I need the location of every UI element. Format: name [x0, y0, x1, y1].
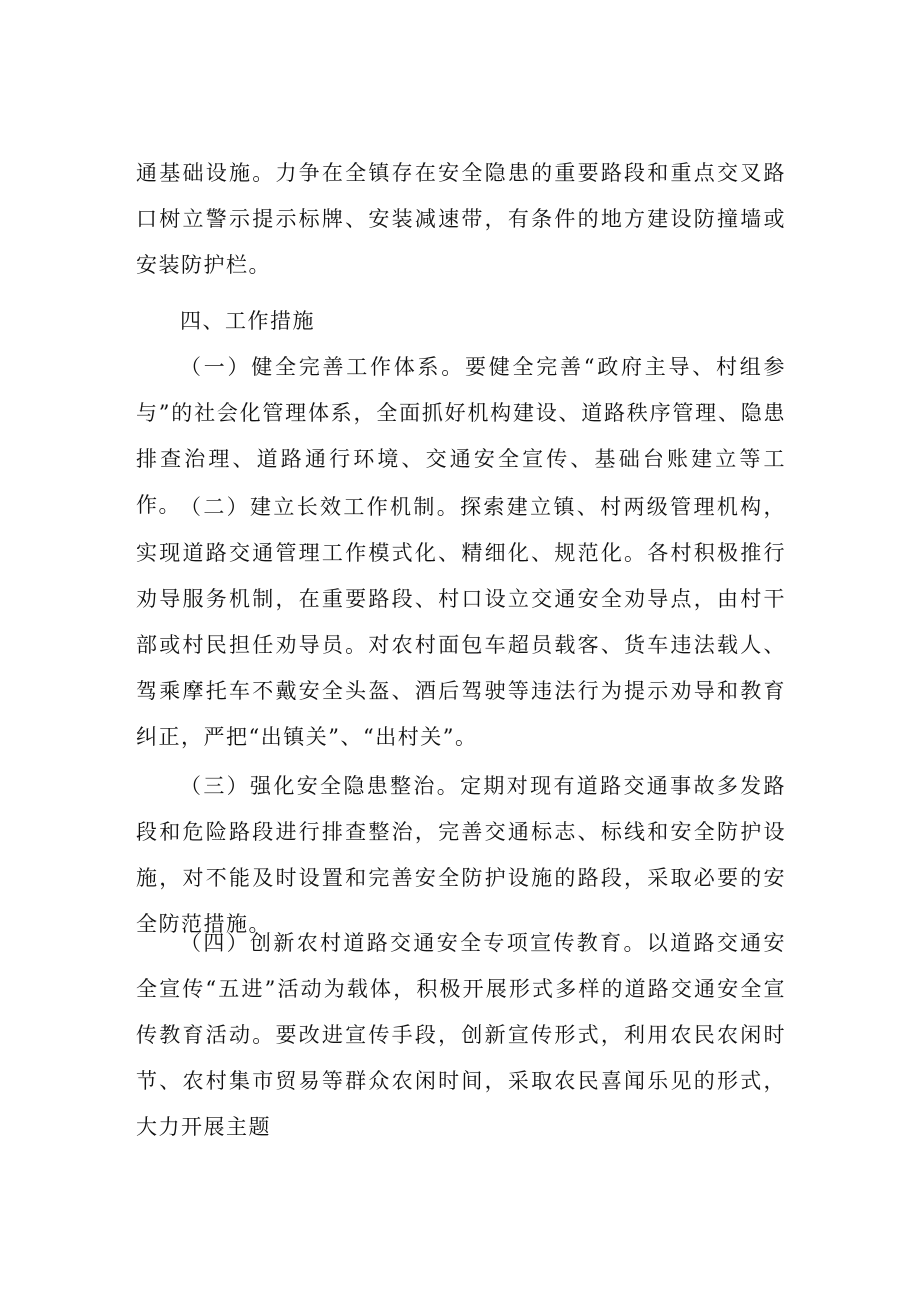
paragraph-measure-1: （一）健全完善工作体系。要健全完善“政府主导、村组参与”的社会化管理体系，全面抓好机构建设、道路秩序管理、隐患排查治理、道路通行环境、交通安全宣传、基础台账建立等工作。 [136, 355, 786, 517]
paragraph-measure-3: （三）强化安全隐患整治。定期对现有道路交通事故多发路段和危险路段进行排查整治，完善交通标志、标线和安全防护设施，对不能及时设置和完善安全防护设施的路段，采取必要的安全防范措施。 [136, 774, 786, 936]
paragraph-continuation: 通基础设施。力争在全镇存在安全隐患的重要路段和重点交叉路口树立警示提示标牌、安装减速带，有条件的地方建设防撞墙或安装防护栏。 [136, 161, 786, 277]
paragraph-measure-4: （四）创新农村道路交通安全专项宣传教育。以道路交通安全宣传“五进”活动为载体，积极开展形式多样的道路交通安全宣传教育活动。要改进宣传手段，创新宣传形式，利用农民农闲时节、农村集市贸易等群众农闲时间，采取农民喜闻乐见的形式，大力开展主题 [136, 931, 786, 1139]
section-heading: 四、工作措施 [180, 309, 315, 333]
paragraph-measure-2: （二）建立长效工作机制。探索建立镇、村两级管理机构，实现道路交通管理工作模式化、精细化、规范化。各村积极推行劝导服务机制，在重要路段、村口设立交通安全劝导点，由村干部或村民担任劝导员。对农村面包车超员载客、货车违法载人、驾乘摩托车不戴安全头盔、酒后驾驶等违法行为提示劝导和教育纠正，严把“出镇关”、“出村关”。 [136, 495, 786, 749]
